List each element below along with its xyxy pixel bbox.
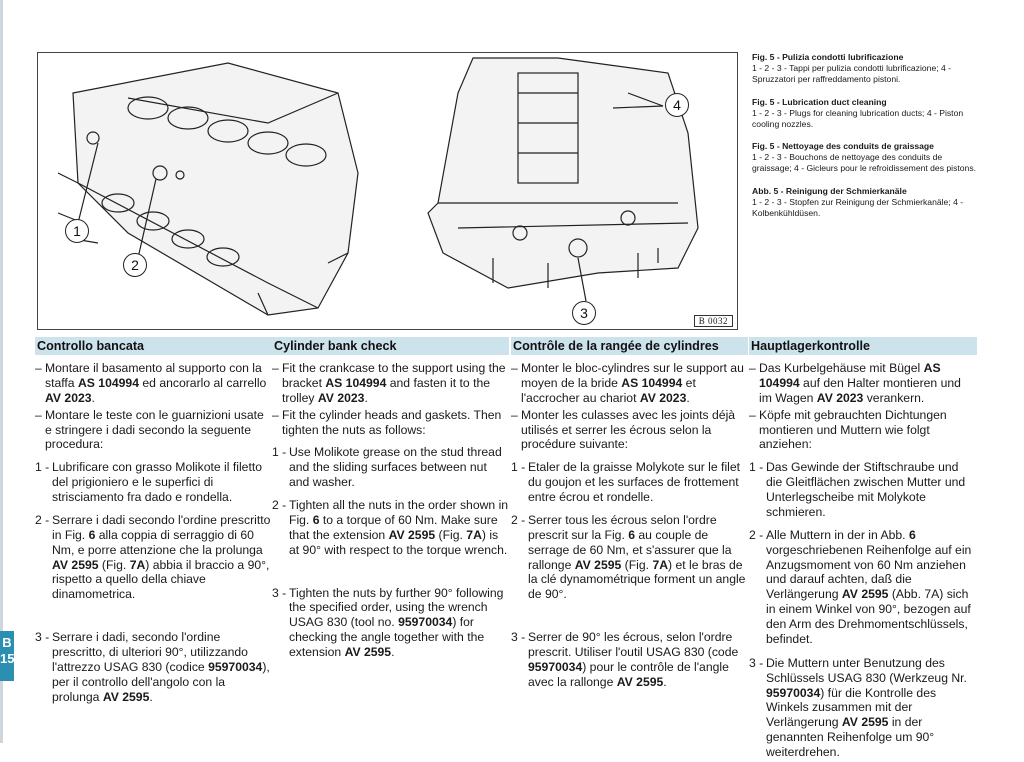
instruction-step: 2 - Serrare i dadi secondo l'ordine prescritto in Fig. 6 alla coppia di serraggio di 60 Nm, e porre attenzione che la prolunga AV 2595 (Fig. 7A) abbia il braccio a 90°, rispetto a quello della chiave dinamometrica. [35, 512, 271, 602]
instruction-step: 1 - Lubrificare con grasso Molikote il filetto del prigioniero e le superfici di strisciamento fra dado e rondella. [35, 460, 262, 504]
column-english [272, 337, 509, 662]
instruction-bullet: – Fit the cylinder heads and gaskets. Then tighten the nuts as follows: [272, 408, 509, 438]
column-heading: Controllo bancata [35, 337, 272, 355]
caption-body: 1 - 2 - 3 - Stopfen zur Reinigung der Schmierkanäle; 4 - Kolbenkühldüsen. [752, 196, 964, 218]
caption-title: Fig. 5 - Lubrication duct cleaning [752, 96, 887, 107]
instruction-bullet: – Fit the crankcase to the support using the bracket AS 104994 and fasten it to the trolley AV 2023. [272, 361, 509, 406]
caption-body: 1 - 2 - 3 - Bouchons de nettoyage des conduits de graissage; 4 - Gicleurs pour le refroidissement des pistons. [752, 152, 977, 174]
instruction-step: 2 - Serrer tous les écrous selon l'ordre prescrit sur la Fig. 6 au couple de serrage de 60 Nm, et s'assurer que la rallonge AV 2595 (Fig. 7A) et le bras de la clé dynamométrique forment un angle de 90°. [511, 512, 746, 602]
column-heading: Cylinder bank check [272, 337, 509, 355]
figure-captions [752, 52, 978, 230]
caption-it [752, 52, 978, 86]
callout-1: 1 [65, 219, 89, 243]
instruction-step: 1 - Etaler de la graisse Molykote sur le filet du goujon et les surfaces de frottement entre écrou et rondelle. [511, 460, 741, 504]
instruction-step: 3 - Die Muttern unter Benutzung des Schlüssels USAG 830 (Werkzeug Nr. 95970034) für die Kontrolle des Winkels zusammen mit der Verlängerung AV 2595 in der genannten Reihenfolge um 90° weiterdrehen. [749, 655, 967, 759]
section-letter: B [2, 635, 12, 650]
caption-fr [752, 141, 978, 175]
instruction-step: 2 - Tighten all the nuts in the order shown in Fig. 6 to a torque of 60 Nm. Make sure that the extension AV 2595 (Fig. 7A) is at 90° with respect to the torque wrench. [272, 498, 509, 557]
caption-title: Abb. 5 - Reinigung der Schmierkanäle [752, 185, 907, 196]
caption-de [752, 186, 978, 220]
caption-body: 1 - 2 - 3 - Plugs for cleaning lubrication ducts; 4 - Piston cooling nozzles. [752, 107, 964, 129]
column-italian [35, 337, 272, 707]
instruction-step: 3 - Tighten the nuts by further 90° following the specified order, using the wrench USAG 830 (tool no. 95970034) for checking the angle together with the extension AV 2595. [272, 585, 504, 659]
section-page-tab [0, 631, 14, 681]
callout-3: 3 [572, 301, 596, 325]
caption-body: 1 - 2 - 3 - Tappi per pulizia condotti lubrificazione; 4 - Spruzzatori per raffreddamento pistoni. [752, 63, 952, 85]
callout-2: 2 [123, 253, 147, 277]
callout-4: 4 [665, 93, 689, 117]
instruction-bullet: – Das Kurbelgehäuse mit Bügel AS 104994 auf den Halter montieren und im Wagen AV 2023 verankern. [749, 361, 977, 406]
instruction-bullet: – Monter le bloc-cylindres sur le support au moyen de la bride AS 104994 et l'accrocher au chariot AV 2023. [511, 361, 748, 406]
caption-en [752, 97, 978, 131]
column-heading: Contrôle de la rangée de cylindres [511, 337, 748, 355]
engine-figure [37, 52, 738, 330]
page-number: 15 [0, 651, 15, 666]
instruction-step: 1 - Use Molikote grease on the stud thread and the sliding surfaces between nut and washer. [272, 445, 502, 490]
instruction-step: 1 - Das Gewinde der Stiftschraube und die Gleitflächen zwischen Mutter und Unterlegscheibe mit Molykote schmieren. [749, 460, 966, 519]
engine-block-drawing [38, 53, 737, 329]
instruction-step: 3 - Serrare i dadi, secondo l'ordine prescritto, di ulteriori 90°, utilizzando l'attrezzo USAG 830 (codice 95970034), per il controllo dell'angolo con la prolunga AV 2595. [35, 630, 270, 704]
instruction-bullet: – Montare le teste con le guarnizioni usate e stringere i dadi secondo la seguente procedura: [35, 408, 272, 453]
caption-title: Fig. 5 - Nettoyage des conduits de graissage [752, 141, 934, 152]
column-german [749, 337, 977, 762]
instruction-bullet: – Köpfe mit gebrauchten Dichtungen montieren und Muttern wie folgt anziehen: [749, 408, 977, 453]
instruction-bullet: – Monter les culasses avec les joints déjà utilisés et serrer les écrous selon la procédure suivante: [511, 408, 748, 453]
figure-reference: B 0032 [694, 315, 733, 327]
column-heading: Hauptlagerkontrolle [749, 337, 977, 355]
instruction-bullet: – Montare il basamento al supporto con la staffa AS 104994 ed ancorarlo al carrello AV 2023. [35, 361, 272, 406]
column-french [511, 337, 748, 692]
instruction-step: 3 - Serrer de 90° les écrous, selon l'ordre prescrit. Utiliser l'outil USAG 830 (code 95970034) pour le contrôle de l'angle avec la rallonge AV 2595. [511, 630, 739, 689]
caption-title: Fig. 5 - Pulizia condotti lubrificazione [752, 52, 904, 62]
instruction-step: 2 - Alle Muttern in der in Abb. 6 vorgeschriebenen Reihenfolge auf ein Anzugsmoment von 60 Nm anziehen und darauf achten, daß die Verlängerung AV 2595 (Abb. 7A) sich in einem Winkel von 90°, bezogen auf den Arm des Drehmomentschlüssels, befindet. [749, 527, 972, 646]
